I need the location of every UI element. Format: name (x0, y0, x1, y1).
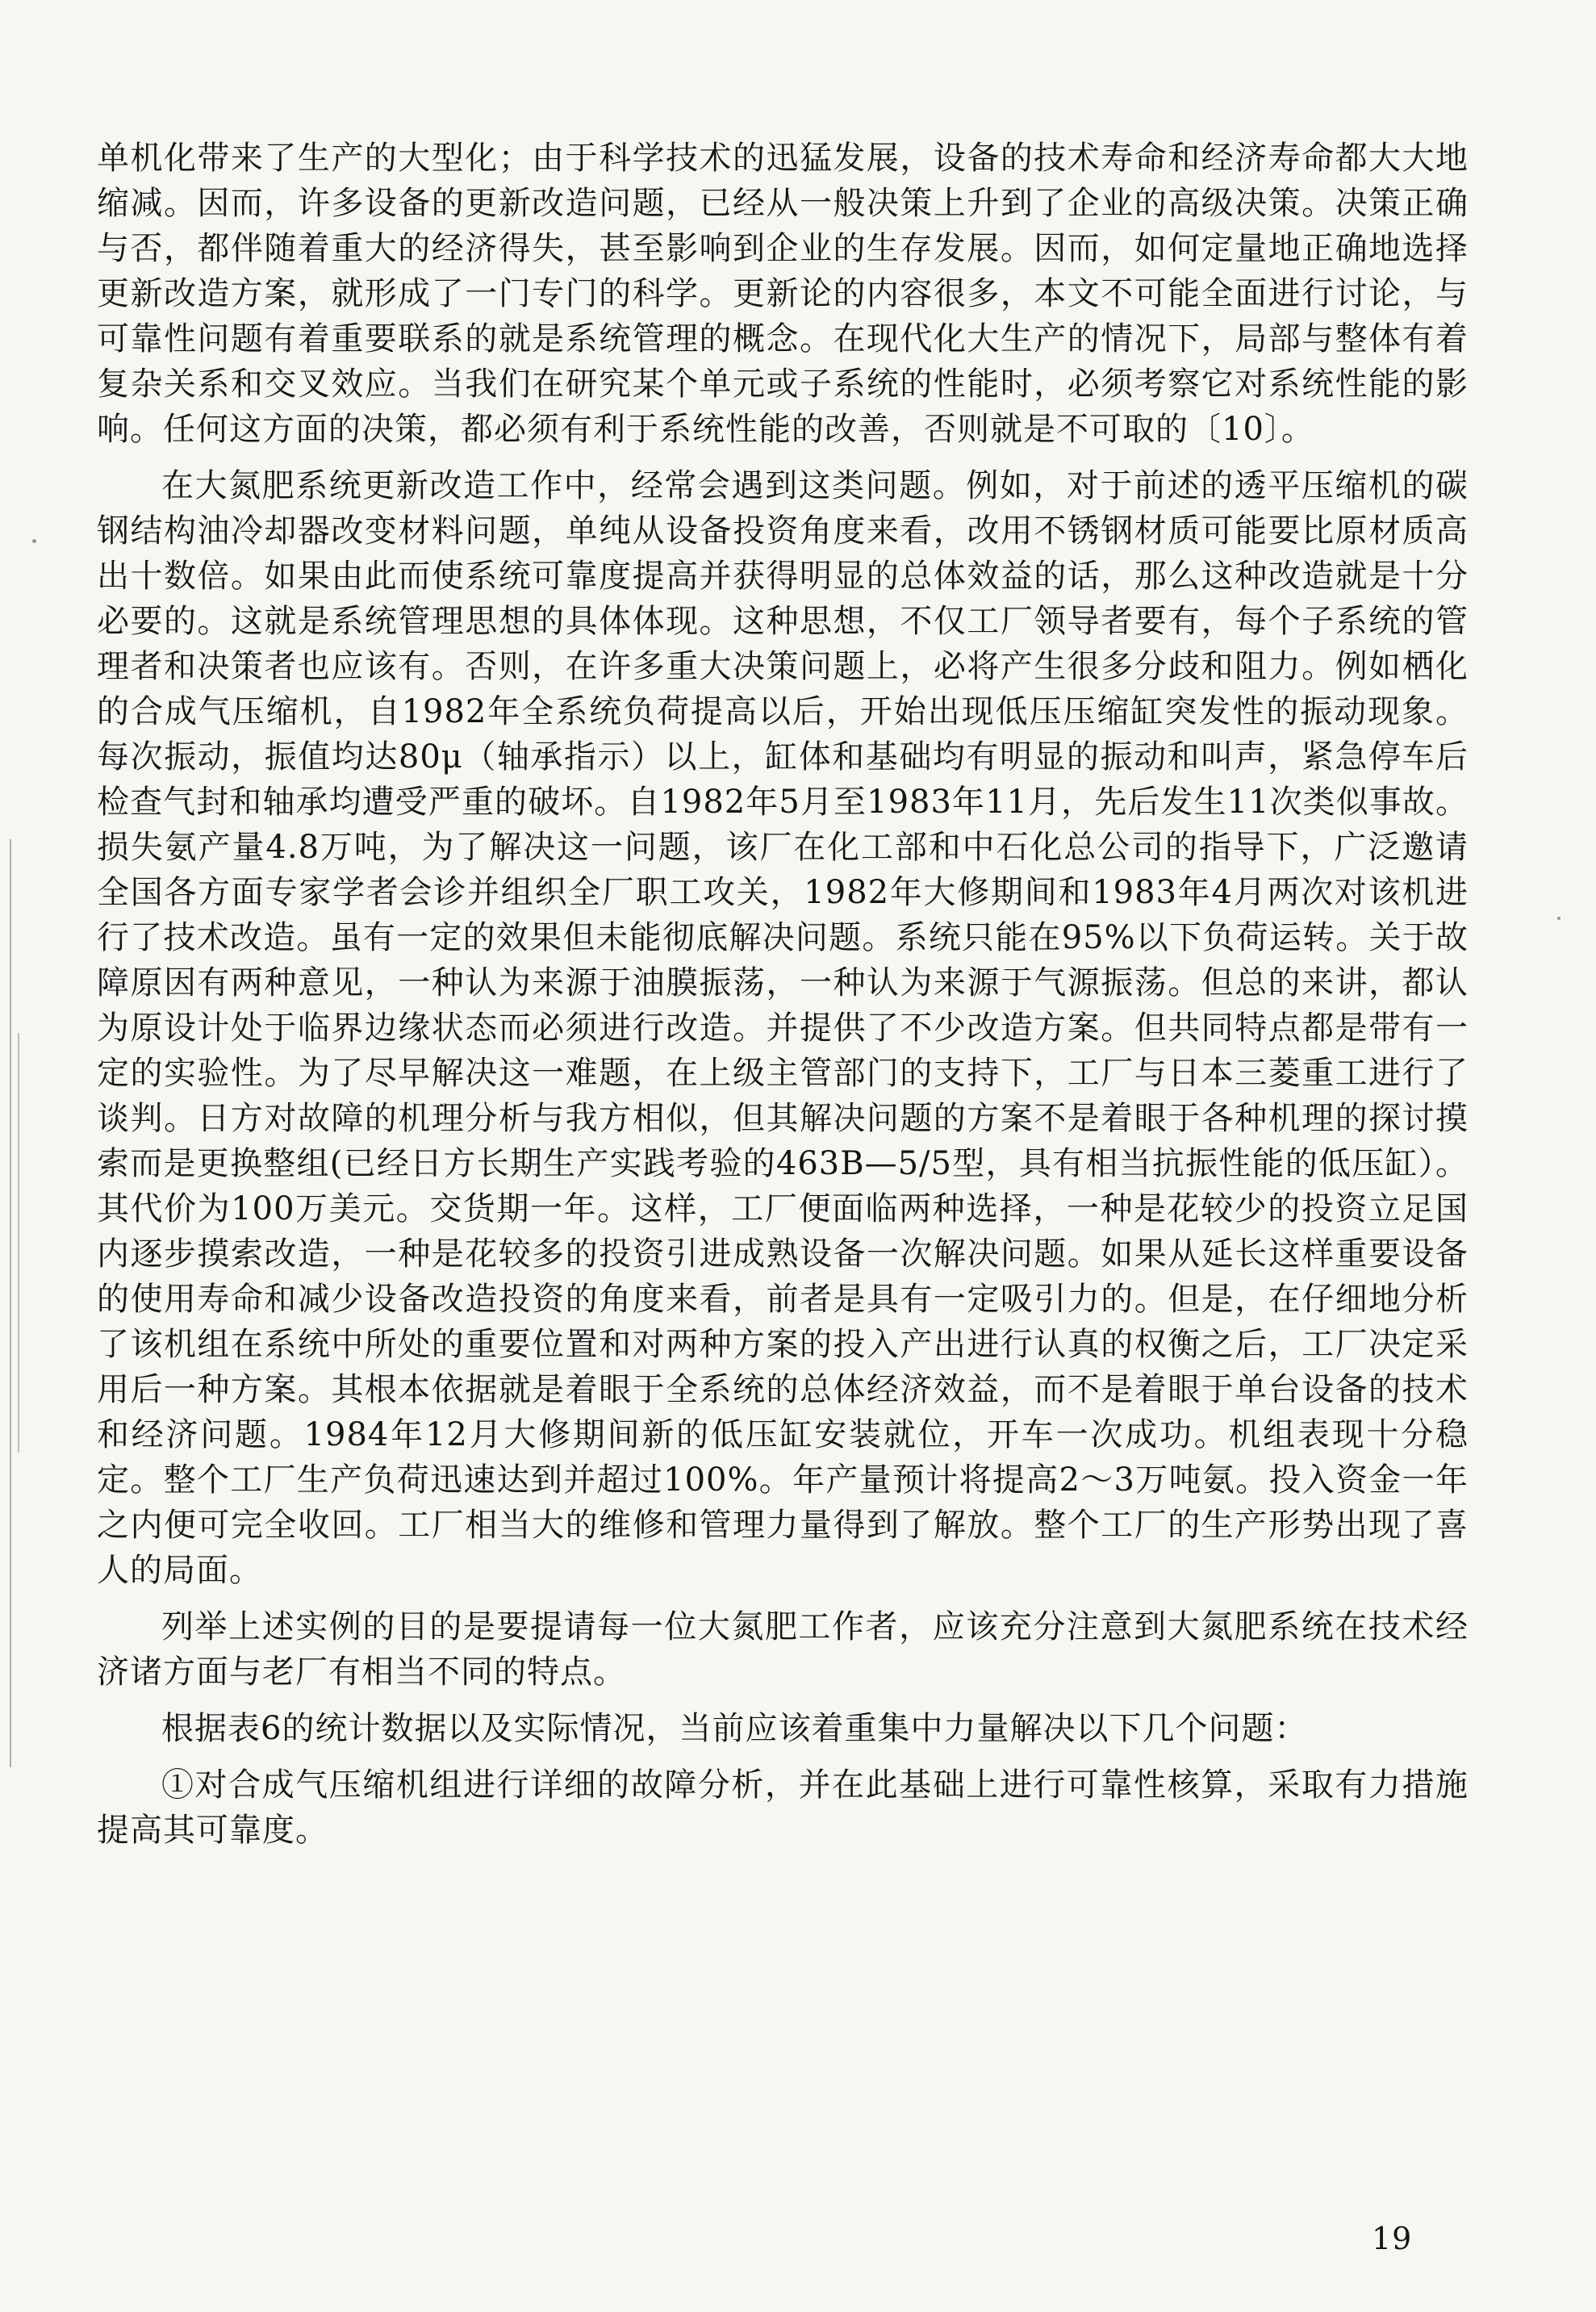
paragraph-4: 根据表6的统计数据以及实际情况，当前应该着重集中力量解决以下几个问题： (161, 1710, 1308, 1747)
paragraph-1: 单机化带来了生产的大型化；由于科学技术的迅猛发展，设备的技术寿命和经济寿命都大大地缩减。因而，许多设备的更新改造问题，已经从一般决策上升到了企业的高级决策。决策正确与否，都伴随着重大的经济得失，甚至影响到企业的生存发展。因而，如何定量地正确地选择更新改造方案，就形成了一门专门的科学。更新论的内容很多，本文不可能全面进行讨论，与可靠性问题有着重要联系的就是系统管理的概念。在现代化大生产的情况下，局部与整体有着复杂关系和交叉效应。当我们在研究某个单元或子系统的性能时，必须考察它对系统性能的影响。任何这方面的决策，都必须有利于系统性能的改善，否则就是不可取的〔10〕。 (97, 140, 1469, 448)
scan-margin-line (10, 839, 11, 1767)
document-body (97, 136, 1469, 1853)
paragraph-5: ①对合成气压缩机组进行详细的故障分析，并在此基础上进行可靠性核算，采取有力措施提高其可靠度。 (97, 1766, 1469, 1849)
scan-speck-right (1557, 917, 1560, 920)
paragraph-2: 在大氮肥系统更新改造工作中，经常会遇到这类问题。例如，对于前述的透平压缩机的碳钢结构油冷却器改变材料问题，单纯从设备投资角度来看，改用不锈钢材质可能要比原材质高出十数倍。如果由此而使系统可靠度提高并获得明显的总体效益的话，那么这种改造就是十分必要的。这就是系统管理思想的具体体现。这种思想，不仅工厂领导者要有，每个子系统的管理者和决策者也应该有。否则，在许多重大决策问题上，必将产生很多分歧和阻力。例如栖化的合成气压缩机，自1982年全系统负荷提高以后，开始出现低压压缩缸突发性的振动现象。每次振动，振值均达80μ（轴承指示）以上，缸体和基础均有明显的振动和叫声，紧急停车后检查气封和轴承均遭受严重的破坏。自1982年5月至1983年11月，先后发生11次类似事故。损失氨产量4.8万吨，为了解决这一问题，该厂在化工部和中石化总公司的指导下，广泛邀请全国各方面专家学者会诊并组织全厂职工攻关，1982年大修期间和1983年4月两次对该机进行了技术改造。虽有一定的效果但未能彻底解决问题。系统只能在95%以下负荷运转。关于故障原因有两种意见，一种认为来源于油膜振荡，一种认为来源于气源振荡。但总的来讲，都认为原设计处于临界边缘状态而必须进行改造。并提供了不少改造方案。但共同特点都是带有一定的实验性。为了尽早解决这一难题，在上级主管部门的支持下，工厂与日本三菱重工进行了谈判。日方对故障的机理分析与我方相似，但其解决问题的方案不是着眼于各种机理的探讨摸索而是更换整组(已经日方长期生产实践考验的463B—5/5型，具有相当抗振性能的低压缸）。其代价为100万美元。交货期一年。这样，工厂便面临两种选择，一种是花较少的投资立足国内逐步摸索改造，一种是花较多的投资引进成熟设备一次解决问题。如果从延长这样重要设备的使用寿命和减少设备改造投资的角度来看，前者是具有一定吸引力的。但是，在仔细地分析了该机组在系统中所处的重要位置和对两种方案的投入产出进行认真的权衡之后，工厂决定采用后一种方案。其根本依据就是着眼于全系统的总体经济效益，而不是着眼于单台设备的技术和经济问题。1984年12月大修期间新的低压缸安装就位，开车一次成功。机组表现十分稳定。整个工厂生产负荷迅速达到并超过100%。年产量预计将提高2～3万吨氨。投入资金一年之内便可完全收回。工厂相当大的维修和管理力量得到了解放。整个工厂的生产形势出现了喜人的局面。 (97, 467, 1469, 1589)
paragraph-3: 列举上述实例的目的是要提请每一位大氮肥工作者，应该充分注意到大氮肥系统在技术经济诸方面与老厂有相当不同的特点。 (97, 1608, 1469, 1691)
scan-margin-line-secondary (18, 1033, 19, 1453)
scan-speck-left (32, 539, 36, 543)
page-number: 19 (1372, 2221, 1413, 2256)
